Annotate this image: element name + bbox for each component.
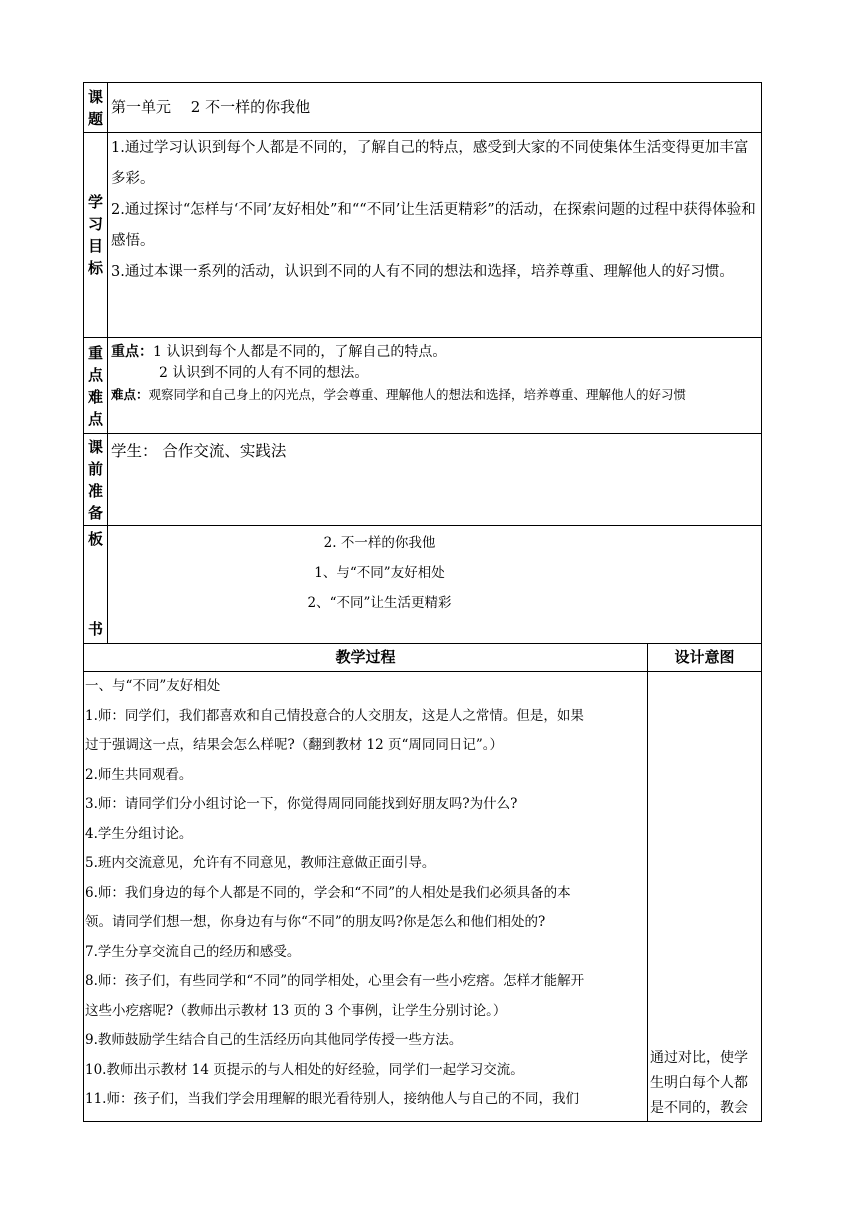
lesson-title-row — [84, 83, 762, 133]
key-point-2: 2 认识到不同的人有不同的想法。 — [159, 365, 369, 381]
key-points-label: 重 点 难 点 — [84, 338, 108, 434]
objective-item: 2.通过探讨“怎样与‘不同’友好相处”和““不同’让生活更精彩”的活动，在探索问题的过程中获得体验和感悟。 — [111, 202, 756, 249]
process-line: 4.学生分组讨论。 — [85, 825, 193, 842]
intent-content — [648, 672, 762, 1122]
objectives-content — [108, 133, 762, 338]
objective-item: 1.通过学习认识到每个人都是不同的，了解自己的特点，感受到大家的不同使集体生活变得更加丰富多彩。 — [111, 140, 749, 187]
board-line-3: 2、“不同”让生活更精彩 — [307, 595, 452, 611]
preparation-text: 学生： 合作交流、实践法 — [108, 434, 762, 526]
intent-line: 通过对比，使学 — [650, 1050, 748, 1066]
process-line: 2.师生共同观看。 — [85, 766, 193, 783]
process-header: 教学过程 — [84, 644, 648, 672]
process-line: 11.师：孩子们，当我们学会用理解的眼光看待别人，接纳他人与自己的不同，我们 — [85, 1091, 579, 1107]
key-points-row — [84, 338, 762, 434]
process-line: 一、与“不同”友好相处 — [85, 678, 221, 694]
process-line: 5.班内交流意见，允许有不同意见，教师注意做正面引导。 — [85, 855, 436, 871]
process-line: 7.学生分享交流自己的经历和感受。 — [85, 943, 301, 960]
board-label: 板 书 — [84, 526, 108, 644]
process-line: 3.师：请同学们分小组讨论一下，你觉得周同同能找到好朋友吗?为什么? — [85, 796, 518, 812]
preparation-row — [84, 434, 762, 526]
preparation-label: 课 前 准 备 — [84, 434, 108, 526]
objective-item: 3.通过本课一系列的活动，认识到不同的人有不同的想法和选择，培养尊重、理解他人的好习惯。 — [111, 264, 734, 280]
objectives-label: 学 习 目 标 — [84, 133, 108, 338]
intent-line: 是不同的，教会 — [650, 1100, 748, 1116]
lesson-title: 第一单元 2 不一样的你我他 — [108, 83, 762, 133]
process-line: 10.教师出示教材 14 页提示的与人相处的好经验，同学们一起学习交流。 — [85, 1061, 524, 1078]
lesson-title-label: 课 题 — [84, 83, 108, 133]
process-content — [84, 672, 648, 1122]
process-line: 6.师：我们身边的每个人都是不同的，学会和“不同”的人相处是我们必须具备的本 — [85, 884, 571, 901]
process-body-row — [84, 672, 762, 1122]
objectives-row — [84, 133, 762, 338]
key-points-content — [108, 338, 762, 434]
intent-header: 设计意图 — [648, 644, 762, 672]
board-content — [108, 526, 762, 644]
board-line-2: 1、与“不同”友好相处 — [314, 565, 445, 581]
process-line: 这些小疙瘩呢?（教师出示教材 13 页的 3 个事例，让学生分别讨论。） — [85, 1002, 507, 1019]
key-point-1: 重点：1 认识到每个人都是不同的，了解自己的特点。 — [111, 344, 447, 360]
lesson-plan-table — [83, 82, 762, 1122]
process-line: 过于强调这一点，结果会怎么样呢?（翻到教材 12 页“周同同日记”。） — [85, 737, 504, 753]
board-row — [84, 526, 762, 644]
process-header-row — [84, 644, 762, 672]
intent-line: 生明白每个人都 — [650, 1075, 748, 1091]
process-line: 领。请同学们想一想，你身边有与你“不同”的朋友吗?你是怎么和他们相处的? — [85, 914, 546, 930]
process-line: 8.师：孩子们，有些同学和“不同”的同学相处，心里会有一些小疙瘩。怎样才能解开 — [85, 973, 585, 989]
process-line: 9.教师鼓励学生结合自己的生活经历向其他同学传授一些方法。 — [85, 1032, 463, 1048]
difficulty: 难点：观察同学和自己身上的闪光点，学会尊重、理解他人的想法和选择，培养尊重、理解他人的好习惯 — [111, 387, 687, 402]
board-line-1: 2. 不一样的你我他 — [323, 535, 436, 551]
lesson-plan-page — [83, 82, 761, 1122]
process-line: 1.师：同学们，我们都喜欢和自己情投意合的人交朋友，这是人之常情。但是，如果 — [85, 707, 584, 724]
